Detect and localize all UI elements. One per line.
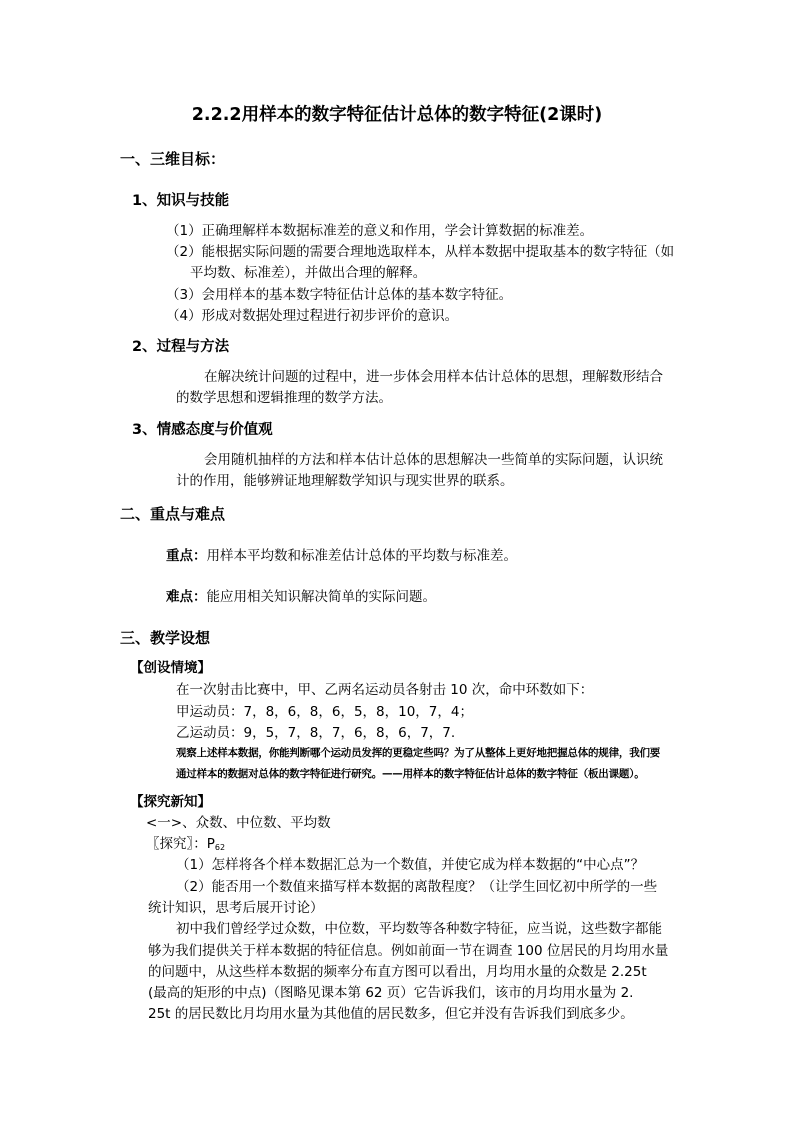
section-1-heading: 一、三维目标： [120,150,226,168]
key-point [166,547,517,565]
difficult-point-label: 难点： [166,589,207,605]
paragraph-line-4: (最高的矩形的中点)（图略见课本第 62 页）它告诉我们，该市的月均用水量为 2. [148,985,634,1001]
goal-item-3: （3）会用样本的基本数字特征估计总体的基本数字特征。 [166,287,513,303]
question-2: （2）能否用一个数值来描写样本数据的离散程度？（让学生回忆初中所学的一些 [176,879,658,895]
process-method-line-1: 在解决统计问题的过程中，进一步体会用样本估计总体的思想，理解数形结合 [204,369,663,385]
goal-item-2-cont: 平均数、标准差），并做出合理的解释。 [190,265,427,281]
probe-reference [146,835,225,857]
question-2-cont: 统计知识，思考后展开讨论） [148,900,324,916]
knowledge-skills-heading: 1、知识与技能 [132,193,230,209]
section-2-heading: 二、重点与难点 [120,505,226,523]
subheading-mode-median-mean: <一>、众数、中位数、平均数 [146,815,331,831]
scenario-line-2: 甲运动员：7，8，6，8，6，5，8，10，7，4； [176,704,473,720]
page-title: 2.2.2用样本的数字特征估计总体的数字特征(2课时) [191,105,603,125]
scenario-label: 【创设情境】 [130,660,211,676]
goal-item-1: （1）正确理解样本数据标准差的意义和作用，学会计算数据的标准差。 [166,223,594,239]
explore-label: 【探究新知】 [130,794,211,810]
note-line-2: 通过样本的数据对总体的数字特征进行研究。——用样本的数字特征估计总体的数字特征（板出课题）。 [176,768,645,780]
difficult-point-text: 能应用相关知识解决简单的实际问题。 [206,589,436,605]
key-point-label: 重点： [166,548,207,564]
note-line-1: 观察上述样本数据，你能判断哪个运动员发挥的更稳定些吗？为了从整体上更好地把握总体的规律，我们要 [176,747,661,759]
paragraph-line-5: 25t 的居民数比月均用水量为其他值的居民数多，但它并没有告诉我们到底多少。 [148,1006,634,1022]
paragraph-line-1: 初中我们曾经学过众数，中位数，平均数等各种数字特征，应当说，这些数字都能 [176,921,662,937]
key-point-text: 用样本平均数和标准差估计总体的平均数与标准差。 [206,548,517,564]
scenario-line-1: 在一次射击比赛中，甲、乙两名运动员各射击 10 次，命中环数如下： [176,682,594,698]
probe-page-number: 62 [214,843,226,852]
emotion-values-heading: 3、情感态度与价值观 [132,422,273,438]
scenario-line-3: 乙运动员：9，5，7，8，7，6，8，6，7，7. [176,725,456,741]
process-method-line-2: 的数学思想和逻辑推理的数学方法。 [176,390,392,406]
question-1: （1）怎样将各个样本数据汇总为一个数值，并使它成为样本数据的“中心点”？ [176,857,645,873]
goal-item-4: （4）形成对数据处理过程进行初步评价的意识。 [166,308,459,324]
section-3-heading: 三、教学设想 [120,629,211,647]
emotion-values-line-2: 计的作用，能够辨证地理解数学知识与现实世界的联系。 [176,473,514,489]
goal-item-2: （2）能根据实际问题的需要合理地选取样本，从样本数据中提取基本的数字特征（如 [166,244,675,260]
paragraph-line-2: 够为我们提供关于样本数据的特征信息。例如前面一节在调查 100 位居民的月均用水量 [148,943,669,959]
difficult-point [166,588,436,606]
paragraph-line-3: 的问题中，从这些样本数据的频率分布直方图可以看出，月均用水量的众数是 2.25t [148,964,647,980]
process-method-heading: 2、过程与方法 [132,339,230,355]
emotion-values-line-1: 会用随机抽样的方法和样本估计总体的思想解决一些简单的实际问题，认识统 [204,452,663,468]
probe-prefix: 〖探究〗：P [146,836,215,852]
